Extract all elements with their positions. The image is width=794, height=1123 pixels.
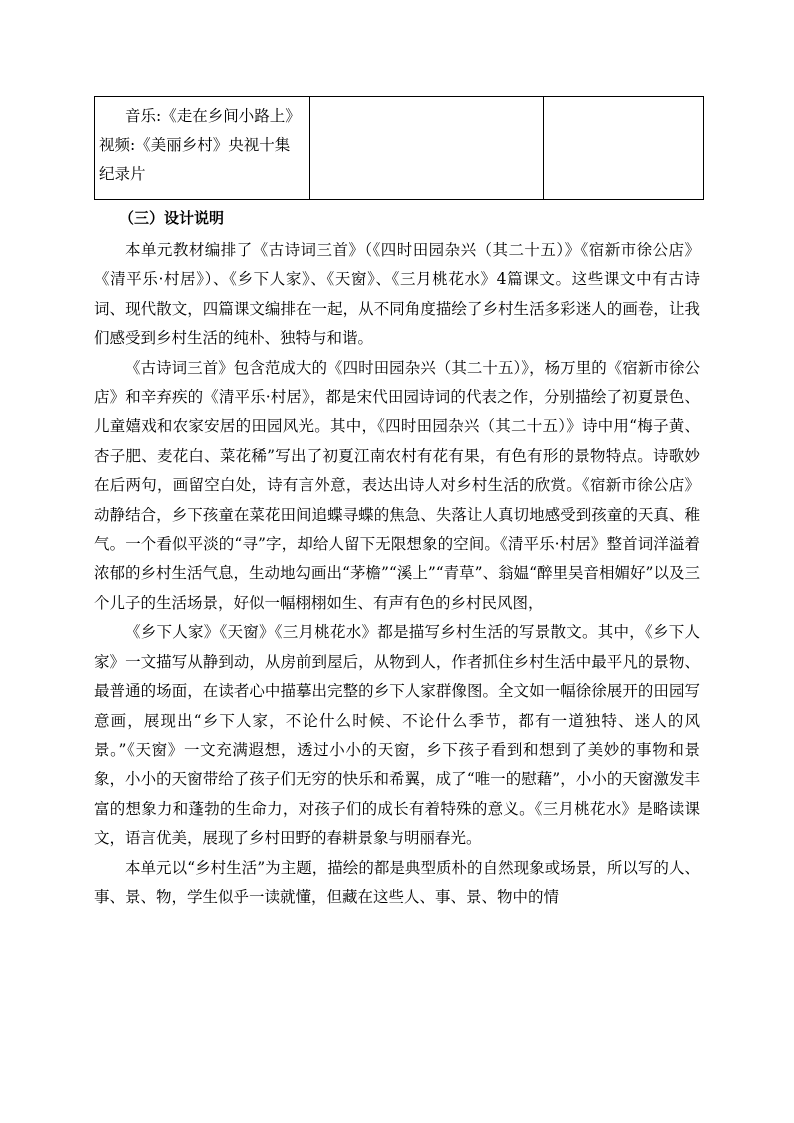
paragraph-4: 本单元以“乡村生活”为主题，描绘的都是典型质朴的自然现象或场景，所以写的人、事、景、物，学生似乎一读就懂，但藏在这些人、事、景、物中的情 (94, 858, 700, 906)
resource-cell (95, 97, 310, 200)
table-row (95, 97, 704, 200)
empty-cell-3 (544, 97, 704, 200)
paragraph-3: 《乡下人家》《天窗》《三月桃花水》都是描写乡村生活的写景散文。其中，《乡下人家》一文描写从静到动，从房前到屋后，从物到人，作者抓住乡村生活中最平凡的景物、最普通的场面，在读者心中描摹出完整的乡下人家群像图。全文如一幅徐徐展开的田园写意画，展现出“乡下人家，不论什么时候、不论什么季节，都有一道独特、迷人的风景。”《天窗》一文充满遐想，透过小小的天窗，乡下孩子看到和想到了美妙的事物和景象，小小的天窗带给了孩子们无穷的快乐和希翼，成了“唯一的慰藉”，小小的天窗激发丰富的想象力和蓬勃的生命力，对孩子们的成长有着特殊的意义。《三月桃花水》是略读课文，语言优美，展现了乡村田野的春耕景象与明丽春光。 (94, 623, 700, 848)
resource-line-video: 视频:《美丽乡村》央视十集 (99, 136, 291, 154)
body-text (94, 236, 700, 912)
resource-line-video-cont: 纪录片 (99, 165, 146, 183)
section-heading: （三）设计说明 (119, 209, 225, 227)
paragraph-2: 《古诗词三首》包含范成大的《四时田园杂兴（其二十五）》，杨万里的《宿新市徐公店》和辛弃疾的《清平乐·村居》，都是宋代田园诗词的代表之作，分别描绘了初夏景色、儿童嬉戏和农家安居的田园风光。其中，《四时田园杂兴（其二十五）》诗中用“梅子黄、杏子肥、麦花白、菜花稀”写出了初夏江南农村有花有果，有色有形的景物特点。诗歌妙在后两句，画留空白处，诗有言外意，表达出诗人对乡村生活的欣赏。《宿新市徐公店》动静结合，乡下孩童在菜花田间追蝶寻蝶的焦急、失落让人真切地感受到孩童的天真、稚气。一个看似平淡的“寻”字，却给人留下无限想象的空间。《清平乐·村居》整首词洋溢着浓郁的乡村生活气息，生动地勾画出“茅檐”“溪上”“青草”、翁媪“醉里吴音相媚好”以及三个儿子的生活场景，好似一幅栩栩如生、有声有色的乡村民风图， (94, 358, 700, 612)
empty-cell-2 (310, 97, 544, 200)
paragraph-1: 本单元教材编排了《古诗词三首》（《四时田园杂兴（其二十五）》《宿新市徐公店》《清平乐·村居》）、《乡下人家》、《天窗》、《三月桃花水》4篇课文。这些课文中有古诗词、现代散文，四篇课文编排在一起，从不同角度描绘了乡村生活多彩迷人的画卷，让我们感受到乡村生活的纯朴、独特与和谐。 (94, 241, 700, 348)
resource-table (94, 96, 704, 200)
resource-line-music: 音乐:《走在乡间小路上》 (125, 107, 301, 125)
